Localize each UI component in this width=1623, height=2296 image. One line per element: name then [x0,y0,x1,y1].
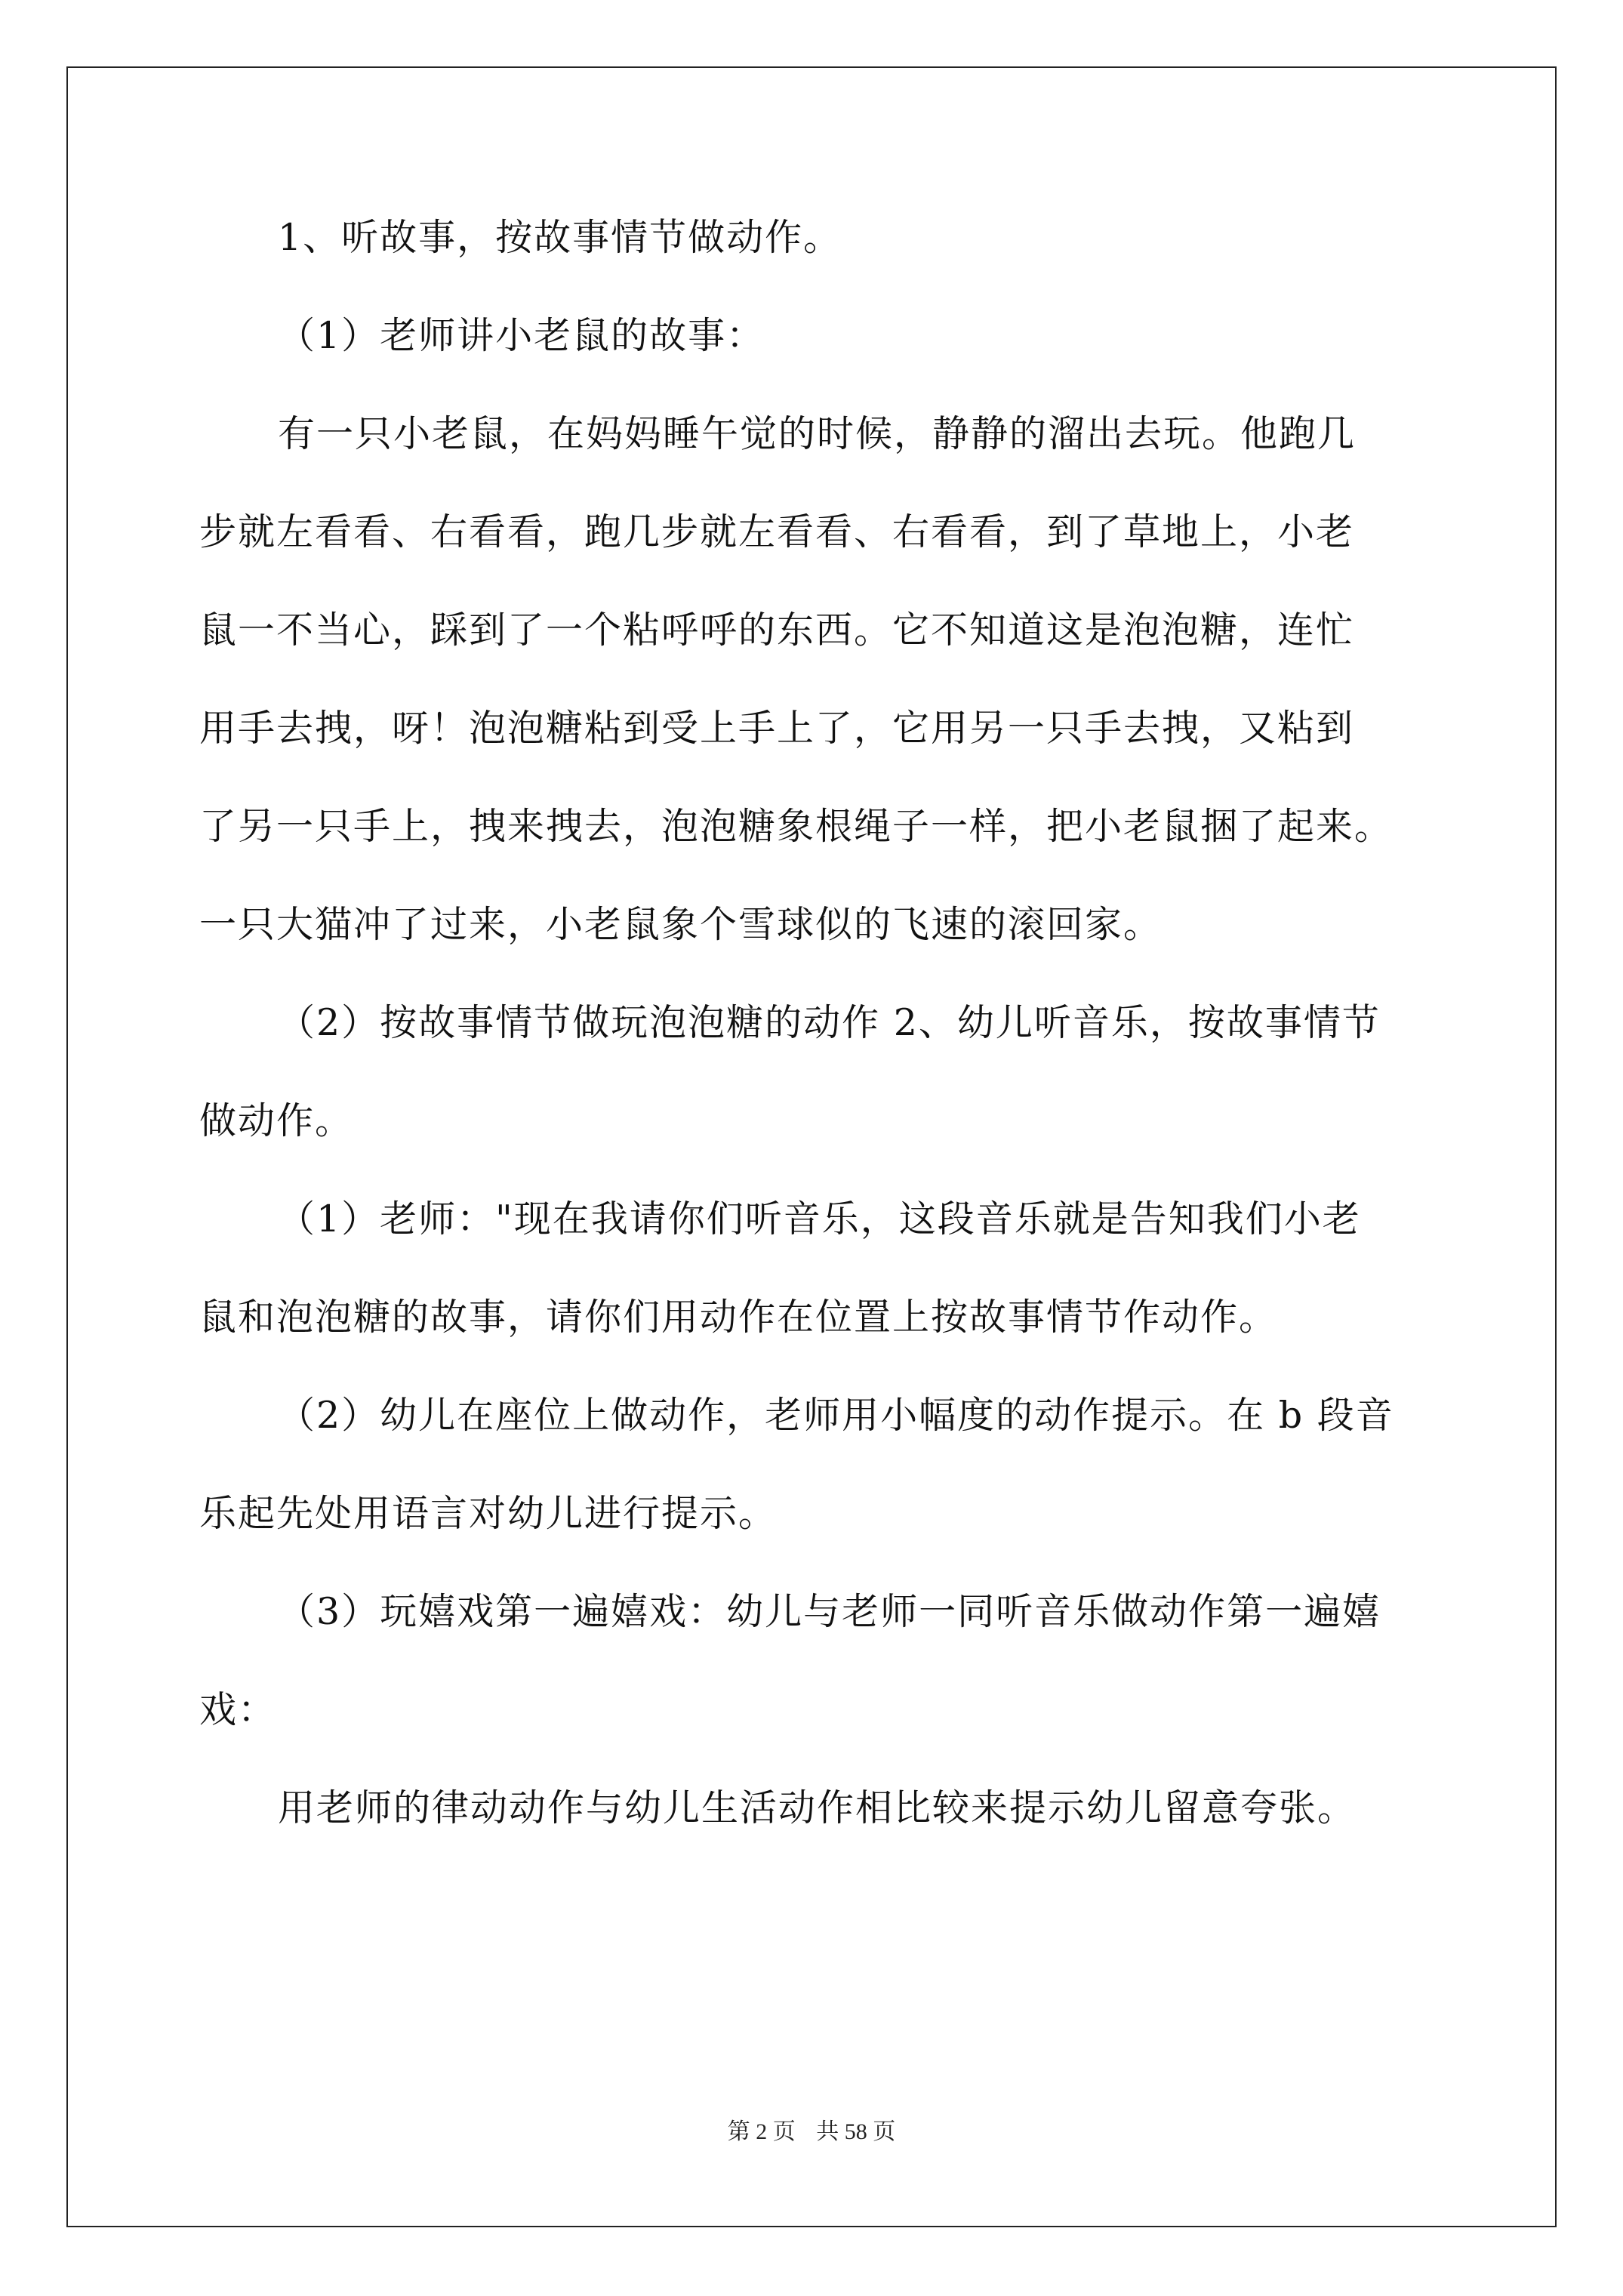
text-line: 一只大猫冲了过来，小老鼠象个雪球似的飞速的滚回家。 [199,903,1163,946]
text-line: 戏： [199,1688,277,1731]
paragraph [199,1367,1437,1563]
text-line: 乐起先处用语言对幼儿进行提示。 [199,1492,778,1535]
paragraph [199,385,1437,974]
text-line: 鼠和泡泡糖的故事，请你们用动作在位置上按故事情节作动作。 [199,1296,1278,1339]
text-line: 鼠一不当心，踩到了一个粘呼呼的东西。它不知道这是泡泡糖，连忙 [199,609,1355,652]
paragraph [199,974,1437,1170]
paragraph [199,1563,1437,1759]
text-line: 步就左看看、右看看，跑几步就左看看、右看看，到了草地上，小老 [199,510,1355,553]
text-line: 1、听故事，按故事情节做动作。 [278,216,842,259]
page-total: 共 58 页 [816,2119,896,2144]
text-line: （1）老师："现在我请你们听音乐，这段音乐就是告知我们小老 [278,1197,1361,1240]
text-line: （1）老师讲小老鼠的故事： [278,314,765,357]
text-line: （3）玩嬉戏第一遍嬉戏：幼儿与老师一同听音乐做动作第一遍嬉 [278,1590,1381,1633]
paragraph [199,1759,1437,1857]
text-line: 有一只小老鼠，在妈妈睡午觉的时候，静静的溜出去玩。他跑几 [278,412,1357,455]
paragraph [199,189,1437,287]
document-body [199,189,1437,1857]
text-line: （2）幼儿在座位上做动作，老师用小幅度的动作提示。在 b 段音 [278,1394,1394,1437]
paragraph [199,1170,1437,1367]
text-line: 用手去拽，呀！泡泡糖粘到受上手上了，它用另一只手去拽，又粘到 [199,707,1355,750]
text-line: 做动作。 [199,1099,354,1142]
page-number: 第 2 页 [727,2119,796,2144]
paragraph [199,287,1437,385]
page-footer [0,2113,1623,2146]
text-line: 用老师的律动动作与幼儿生活动作相比较来提示幼儿留意夸张。 [278,1786,1357,1829]
text-line: 了另一只手上，拽来拽去，泡泡糖象根绳子一样，把小老鼠捆了起来。 [199,805,1394,848]
text-line: （2）按故事情节做玩泡泡糖的动作 2、幼儿听音乐，按故事情节 [278,1001,1381,1044]
